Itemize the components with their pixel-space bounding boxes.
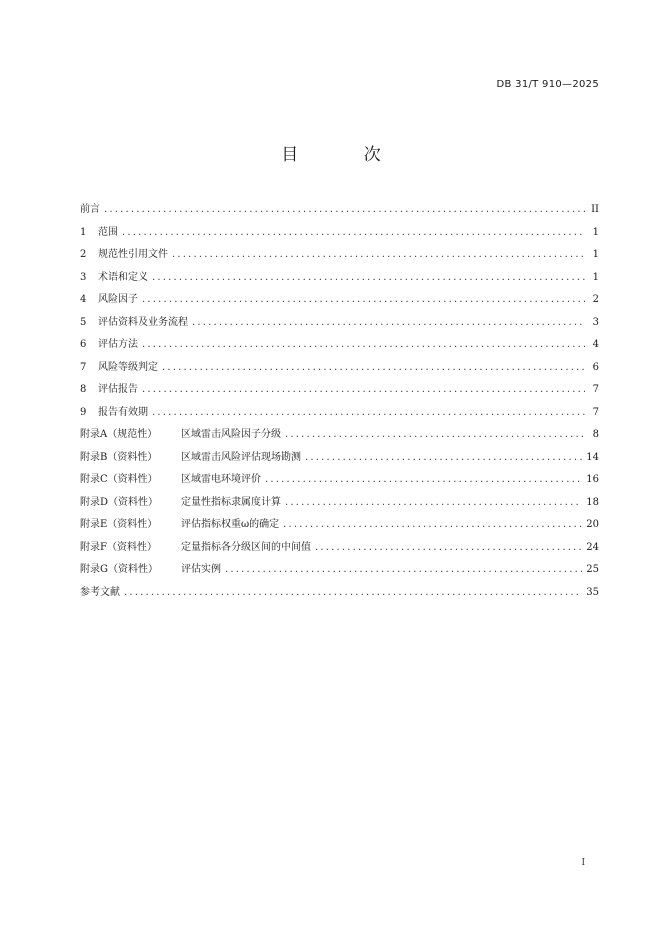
toc-leader-dots (142, 339, 585, 350)
toc-entry-page: 14 (586, 451, 599, 463)
toc-entry-label: 区域雷电环境评价 (181, 474, 261, 485)
toc-entry-label: 评估实例 (181, 564, 221, 575)
toc-entry-label: 前言 (80, 204, 100, 215)
toc-entry[interactable] (80, 313, 599, 336)
toc-entry[interactable] (80, 268, 599, 291)
toc-entry-label: 评估方法 (98, 339, 138, 350)
toc-entry[interactable] (80, 290, 599, 313)
toc-entry-page: 25 (586, 564, 599, 575)
toc-entry-number: 1 (80, 226, 87, 238)
toc-entry-label: 报告有效期 (98, 406, 148, 418)
toc-entry-page: 8 (592, 429, 599, 440)
toc-entry-page: 2 (592, 294, 599, 305)
toc-leader-dots (283, 519, 582, 530)
toc-entry-page: 3 (592, 316, 599, 328)
toc-entry[interactable] (80, 200, 599, 223)
toc-leader-dots (104, 204, 585, 215)
toc-entry[interactable] (80, 425, 599, 448)
toc-leader-dots (122, 227, 585, 238)
toc-entry-page: 7 (592, 406, 599, 418)
toc-leader-dots (285, 429, 585, 440)
toc-entry[interactable] (80, 223, 599, 246)
page-title: 目 次 (281, 145, 411, 165)
toc-entry-number: 9 (80, 406, 87, 418)
toc-entry-page: II (591, 204, 599, 215)
toc-entry[interactable] (80, 403, 599, 426)
toc-entry-label: 区域雷击风险因子分级 (181, 429, 281, 440)
toc-entry[interactable] (80, 245, 599, 268)
toc-entry-page: 1 (592, 249, 599, 260)
toc-entry-label: 风险等级判定 (98, 361, 158, 373)
toc-entry[interactable] (80, 380, 599, 403)
toc-entry-number: 7 (80, 361, 87, 373)
toc-leader-dots (315, 542, 582, 553)
toc-entry-label: 评估报告 (98, 384, 138, 395)
toc-entry-label: 规范性引用文件 (98, 249, 168, 260)
toc-entry[interactable] (80, 538, 599, 561)
toc-leader-dots (265, 474, 582, 485)
toc-entry-appendix-prefix: 附录G（资料性） (80, 564, 158, 575)
toc-entry-page: 35 (586, 586, 599, 598)
toc-entry-appendix-prefix: 附录E（资料性） (80, 519, 158, 530)
toc-entry-number: 5 (80, 316, 87, 328)
toc-entry-page: 7 (592, 384, 599, 395)
toc-leader-dots (142, 384, 585, 395)
toc-entry-appendix-prefix: 附录F（资料性） (80, 541, 157, 553)
toc-entry-label: 参考文献 (80, 586, 120, 598)
toc-entry-label: 区域雷击风险评估现场勘测 (181, 451, 301, 463)
toc-entry[interactable] (80, 470, 599, 493)
table-of-contents (80, 200, 599, 605)
toc-entry-number: 8 (80, 384, 87, 395)
toc-entry-page: 16 (586, 474, 599, 485)
toc-entry[interactable] (80, 358, 599, 381)
toc-entry[interactable] (80, 560, 599, 583)
toc-leader-dots (152, 272, 585, 283)
toc-entry-page: 24 (586, 541, 599, 553)
toc-entry[interactable] (80, 515, 599, 538)
toc-entry-page: 1 (592, 226, 599, 238)
toc-entry[interactable] (80, 448, 599, 471)
toc-entry-label: 范围 (98, 226, 118, 238)
toc-leader-dots (172, 249, 585, 260)
toc-entry-appendix-prefix: 附录D（资料性） (80, 496, 159, 508)
toc-entry-number: 4 (80, 294, 87, 305)
toc-entry-label: 定量性指标隶属度计算 (181, 496, 281, 508)
toc-entry-label: 风险因子 (98, 294, 138, 305)
toc-entry-page: 6 (592, 361, 599, 373)
toc-entry-number: 6 (80, 339, 87, 350)
toc-entry-label: 定量指标各分级区间的中间值 (181, 541, 311, 553)
toc-leader-dots (285, 497, 582, 508)
toc-entry-number: 3 (80, 271, 87, 283)
toc-entry-appendix-prefix: 附录C（资料性） (80, 474, 158, 485)
toc-leader-dots (192, 317, 585, 328)
toc-entry-label: 术语和定义 (98, 271, 148, 283)
toc-leader-dots (162, 362, 585, 373)
toc-leader-dots (124, 587, 582, 598)
toc-entry[interactable] (80, 583, 599, 606)
toc-entry-appendix-prefix: 附录B（资料性） (80, 451, 158, 463)
toc-entry-page: 18 (586, 496, 599, 508)
toc-entry-page: 4 (592, 339, 599, 350)
toc-entry-appendix-prefix: 附录A（规范性） (80, 429, 158, 440)
toc-leader-dots (225, 564, 582, 575)
toc-entry-page: 1 (592, 271, 599, 283)
toc-entry-label: 评估指标权重ω的确定 (181, 519, 280, 530)
toc-leader-dots (142, 294, 585, 305)
toc-leader-dots (152, 407, 585, 418)
toc-entry-page: 20 (586, 519, 599, 530)
toc-entry-number: 2 (80, 249, 87, 260)
toc-leader-dots (305, 452, 582, 463)
toc-entry[interactable] (80, 493, 599, 516)
document-code: DB 31/T 910—2025 (496, 79, 599, 90)
toc-entry[interactable] (80, 335, 599, 358)
toc-entry-label: 评估资料及业务流程 (98, 316, 188, 328)
page-number: I (581, 858, 585, 868)
